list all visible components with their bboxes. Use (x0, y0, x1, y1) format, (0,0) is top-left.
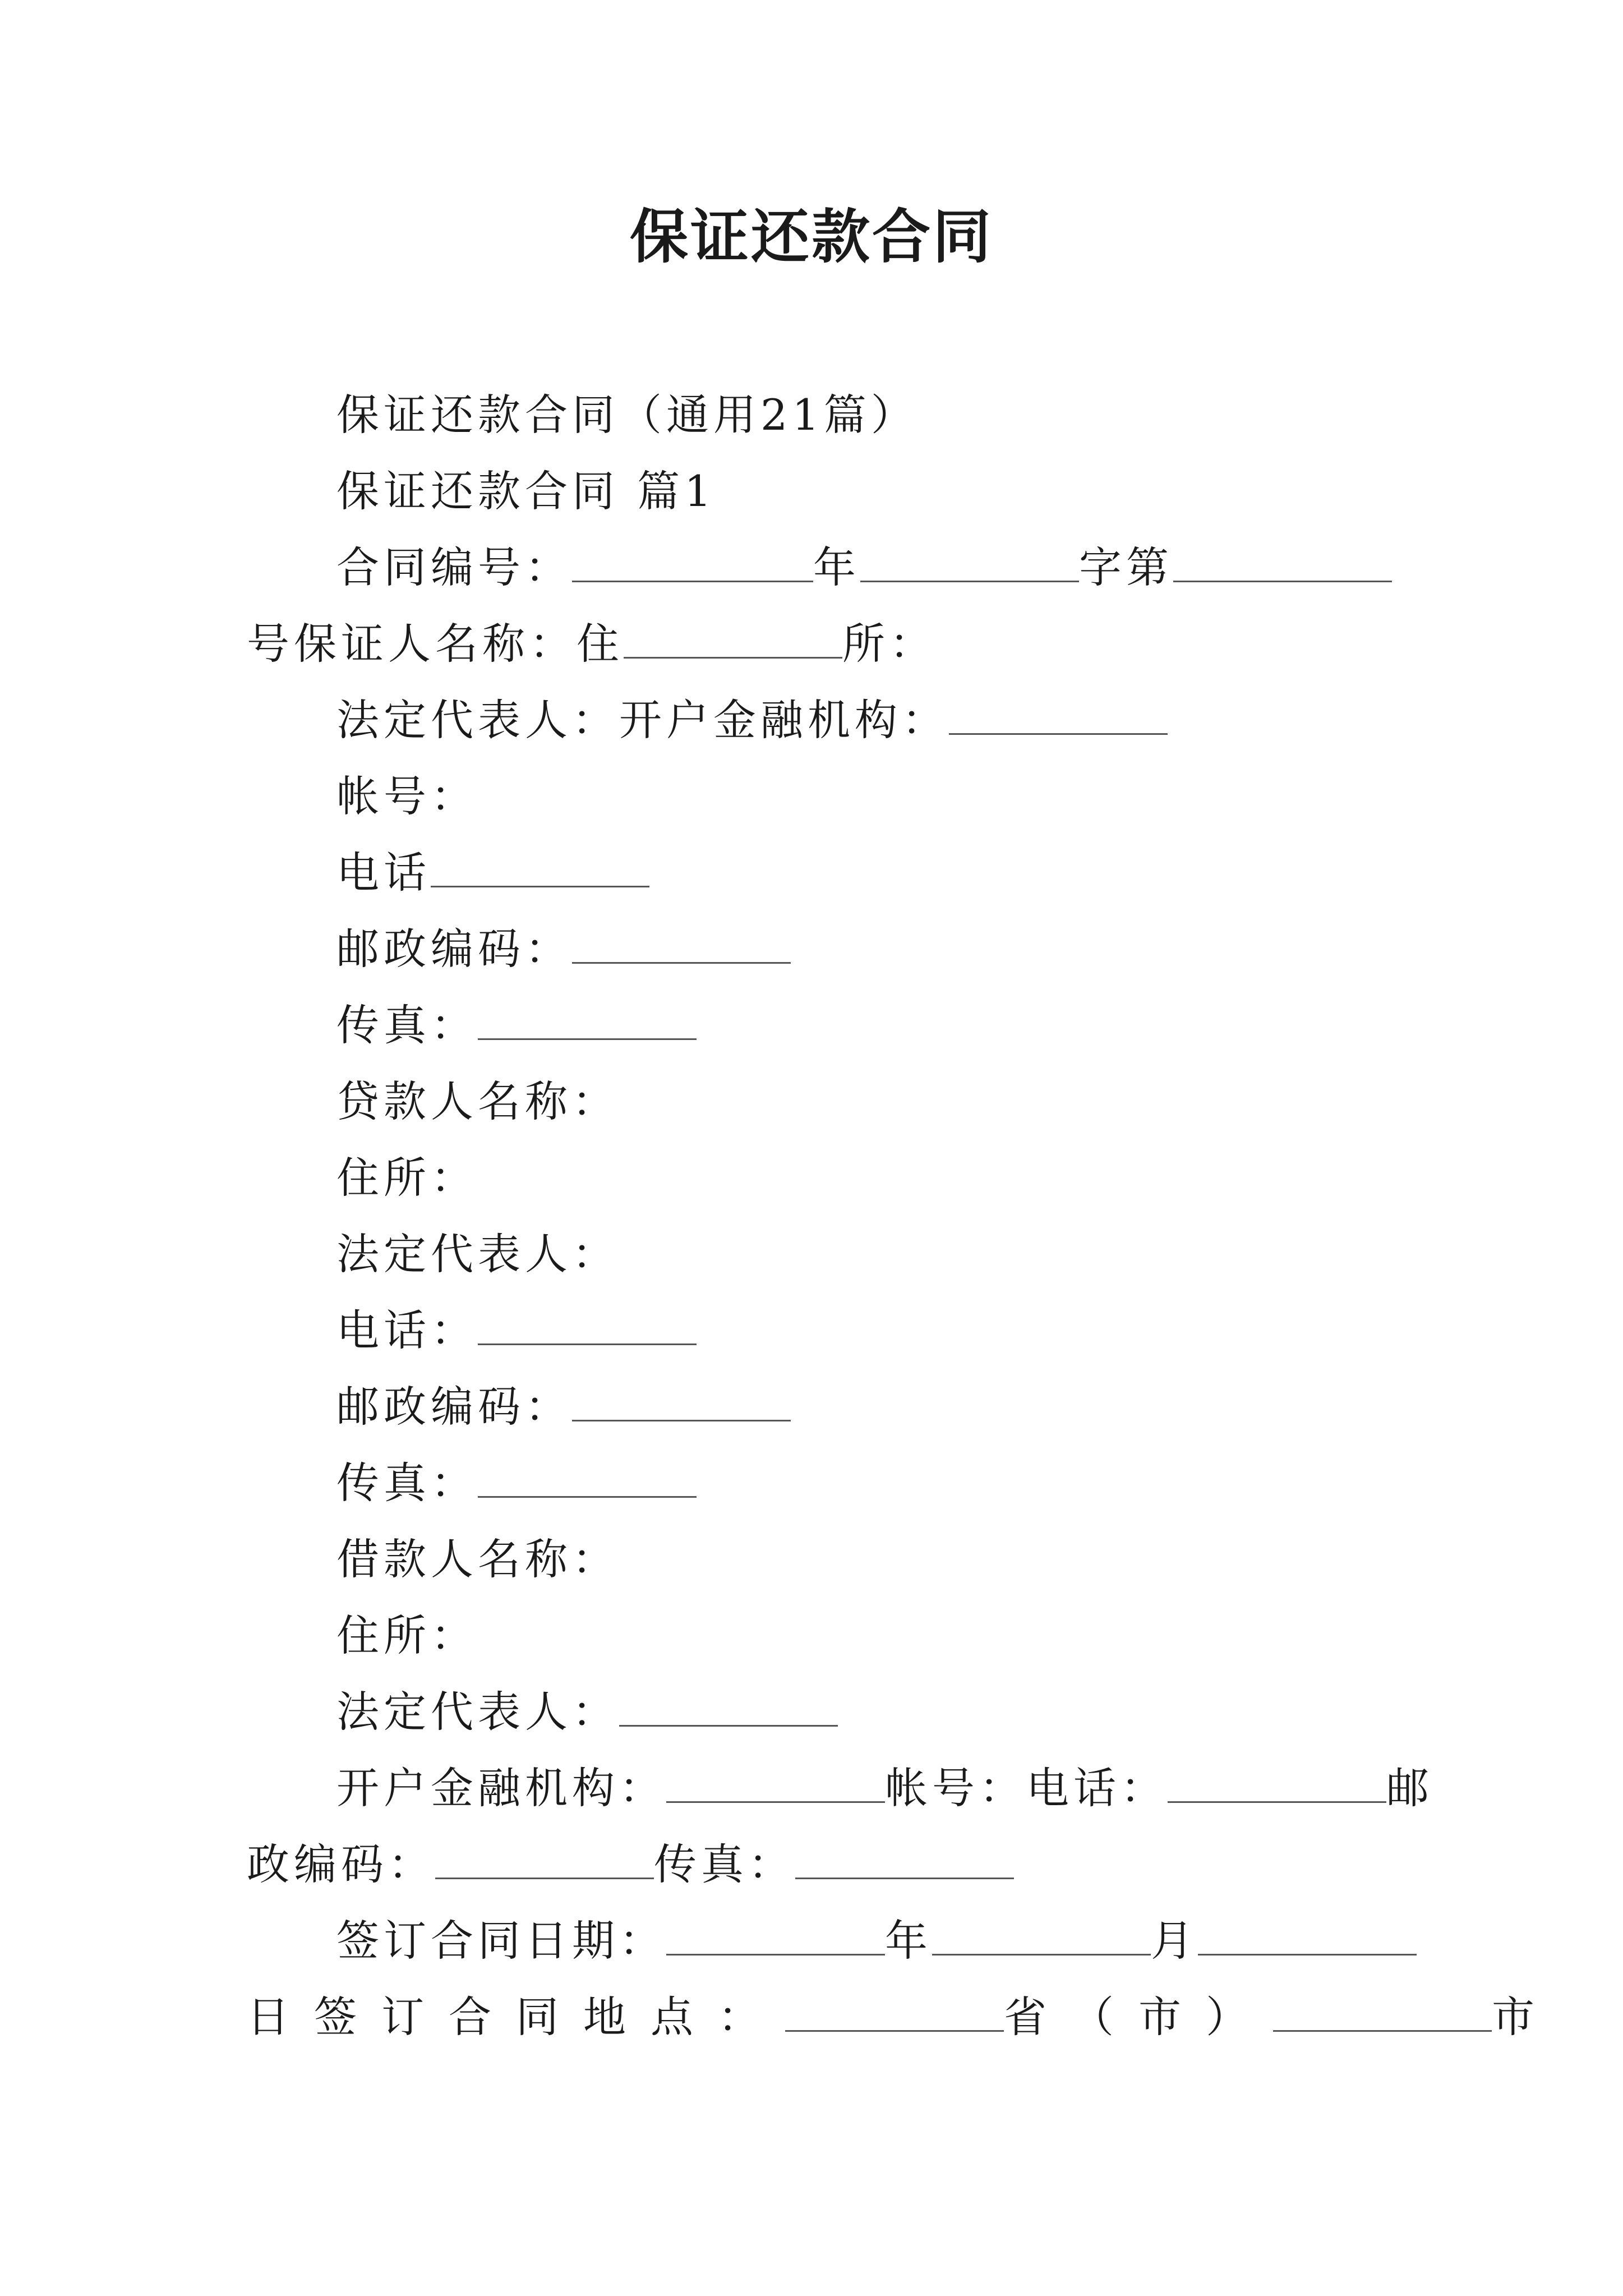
sign-year-label: 年 (885, 1916, 932, 1966)
guarantor-fax-blank (478, 999, 697, 1040)
city-label: 市 (1492, 1992, 1559, 2042)
lender-fax-label: 传真： (336, 1458, 478, 1508)
lender-fax-blank (478, 1457, 697, 1498)
lender-legal-rep-label: 法定代表人： (336, 1229, 619, 1279)
zi-di-label: 字第 (1079, 542, 1173, 592)
guarantor-fax-line (336, 997, 697, 1053)
borrower-bank-line (336, 1760, 1433, 1816)
lender-address-label: 住所： (336, 1153, 478, 1203)
guarantor-phone-blank (431, 846, 649, 887)
borrower-address-label: 住所： (336, 1611, 478, 1660)
sign-date-line (336, 1913, 1417, 1969)
postcode-label: 邮政编码： (336, 924, 572, 974)
sign-year-blank (666, 1915, 885, 1955)
lender-phone-blank (478, 1304, 697, 1345)
sign-day-blank (1198, 1915, 1417, 1955)
contract-no-blank-3 (1173, 541, 1392, 582)
sign-place-line (247, 1989, 1559, 2045)
section-heading (336, 463, 716, 519)
lender-postcode-label: 邮政编码： (336, 1382, 572, 1432)
borrower-bank-blank (666, 1762, 885, 1803)
borrower-fax-blank (795, 1838, 1014, 1879)
guarantor-legal-rep-line (336, 692, 1168, 748)
lender-name-label: 贷款人名称： (336, 1076, 619, 1126)
borrower-account-phone-label: 帐号：电话： (885, 1763, 1168, 1813)
contract-no-blank-2 (860, 541, 1079, 582)
lender-postcode-blank (572, 1381, 791, 1421)
borrower-name-label: 借款人名称： (336, 1534, 619, 1584)
guarantor-postcode-line (336, 921, 791, 977)
borrower-legal-rep-line (336, 1684, 838, 1740)
legal-rep-bank-label: 法定代表人：开户金融机构： (336, 695, 949, 745)
borrower-postcode-blank (435, 1838, 654, 1879)
guarantor-account-line (336, 769, 478, 825)
fax-label: 传真： (336, 1000, 478, 1050)
sign-month-blank (932, 1915, 1151, 1955)
lender-phone-line (336, 1303, 697, 1359)
borrower-postcode-line (247, 1837, 1014, 1893)
borrower-bank-label: 开户金融机构： (336, 1763, 666, 1813)
contract-number-line (336, 540, 1392, 596)
guarantor-postcode-blank (572, 923, 791, 964)
borrower-name-line (336, 1531, 619, 1588)
phone-label: 电话 (336, 848, 431, 898)
contract-no-label: 合同编号： (336, 542, 572, 592)
lender-address-line (336, 1150, 478, 1206)
borrower-fax-label: 传真： (654, 1839, 795, 1889)
sign-city-blank (1273, 1991, 1492, 2032)
guarantor-name-line (247, 616, 937, 672)
borrower-address-line (336, 1608, 478, 1664)
guarantor-phone-line (336, 845, 649, 901)
lender-phone-label: 电话： (336, 1305, 478, 1355)
ri-sign-place-label: 日签订合同地点： (247, 1992, 785, 2042)
subtitle (336, 387, 918, 443)
contract-no-blank-1 (572, 541, 813, 582)
sign-month-label: 月 (1151, 1916, 1198, 1966)
section-heading-text: 保证还款合同 篇1 (336, 466, 716, 516)
suo-label: 所： (842, 619, 937, 669)
borrower-legal-rep-blank (619, 1686, 838, 1727)
account-label: 帐号： (336, 771, 478, 821)
hao-guarantor-label: 号保证人名称：住 (247, 619, 624, 669)
lender-legal-rep-line (336, 1226, 619, 1282)
province-city-label: 省（市） (1004, 1992, 1273, 2042)
year-label: 年 (813, 542, 860, 592)
lender-name-line (336, 1074, 619, 1130)
lender-postcode-line (336, 1379, 791, 1435)
subtitle-text: 保证还款合同（通用21篇） (336, 390, 918, 440)
lender-fax-line (336, 1455, 697, 1511)
guarantor-bank-blank (949, 694, 1168, 735)
you-label: 邮 (1386, 1763, 1433, 1813)
document-title: 保证还款合同 (629, 202, 993, 271)
borrower-phone-blank (1168, 1762, 1386, 1803)
guarantor-address-blank (624, 618, 842, 659)
sign-date-label: 签订合同日期： (336, 1916, 666, 1966)
zheng-postcode-label: 政编码： (247, 1839, 435, 1889)
sign-province-blank (785, 1991, 1004, 2032)
borrower-legal-rep-label: 法定代表人： (336, 1687, 619, 1737)
